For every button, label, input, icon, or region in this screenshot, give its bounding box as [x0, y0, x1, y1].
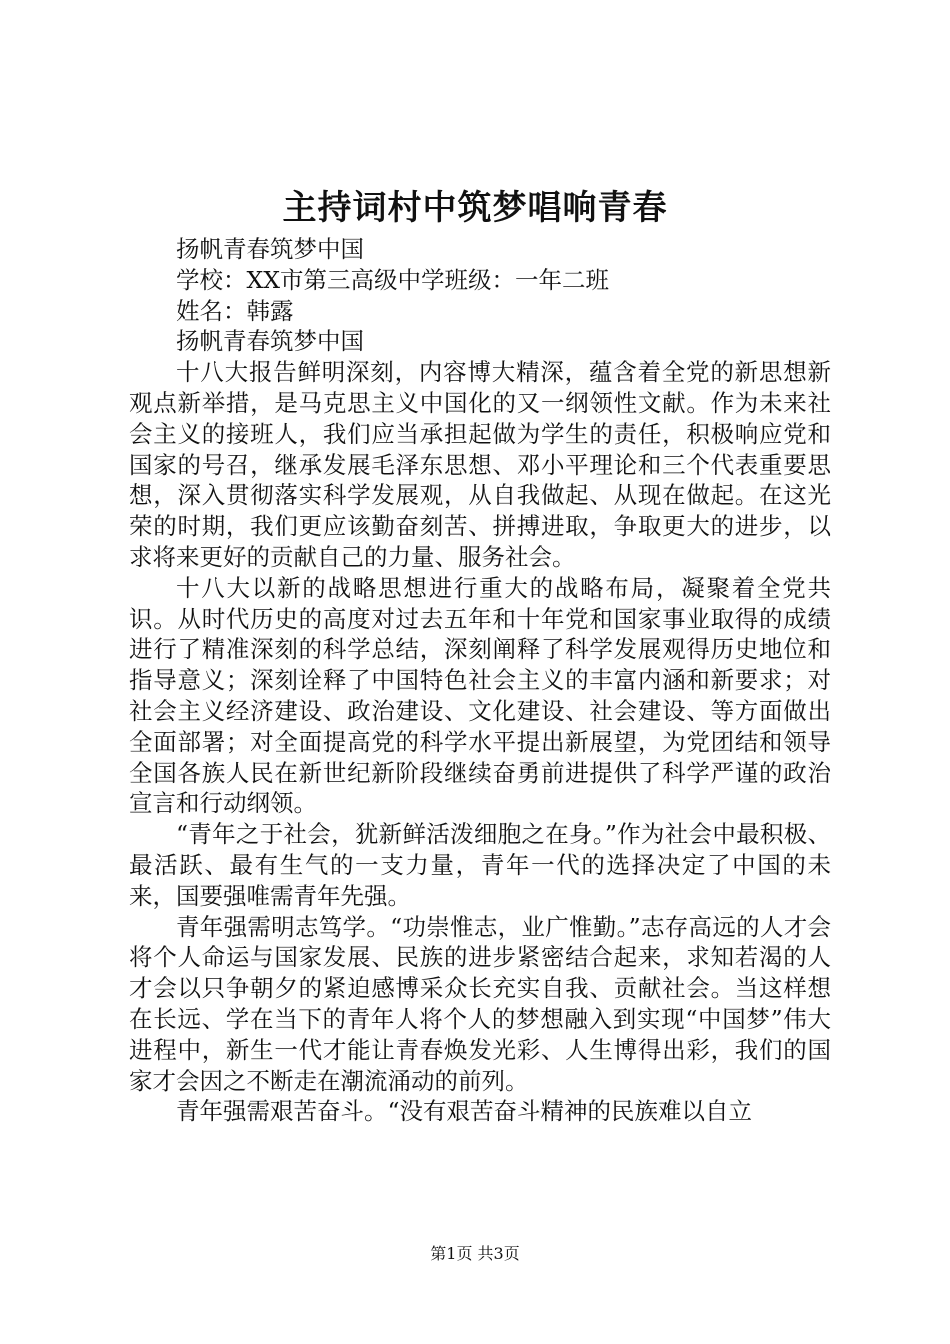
- paragraph-body: 十八大以新的战略思想进行重大的战略布局，凝聚着全党共识。从时代历史的高度对过去五年和十年党和国家事业取得的成绩进行了精准深刻的科学总结，深刻阐释了科学发展观得历史地位和指导意义；深刻诠释了中国特色社会主义的丰富内涵和新要求；对社会主义经济建设、政治建设、文化建设、社会建设、等方面做出全面部署；对全面提高党的科学水平提出新展望，为党团结和领导全国各族人民在新世纪新阶段继续奋勇前进提供了科学严谨的政治宣言和行动纲领。: [129, 573, 831, 818]
- paragraph-author-name: 姓名：韩露: [176, 296, 294, 325]
- paragraph-body: 青年强需明志笃学。“功崇惟志，业广惟勤。”志存高远的人才会将个人命运与国家发展、民族的进步紧密结合起来，求知若渴的人才会以只争朝夕的紧迫感博采众长充实自我、贡献社会。当这样想在长远、学在当下的青年人将个人的梦想融入到实现“中国梦”伟大进程中，新生一代才能让青春焕发光彩、人生博得出彩，我们的国家才会因之不断走在潮流涌动的前列。: [129, 912, 831, 1095]
- paragraph-subtitle-repeat: 扬帆青春筑梦中国: [176, 327, 364, 356]
- paragraph-subtitle: 扬帆青春筑梦中国: [176, 235, 364, 263]
- document-body: [129, 234, 831, 1127]
- paragraph-body: 青年强需艰苦奋斗。“没有艰苦奋斗精神的民族难以自立: [176, 1097, 753, 1126]
- document-title: 主持词村中筑梦唱响青春: [282, 188, 668, 228]
- paragraph-body: 十八大报告鲜明深刻，内容博大精深，蕴含着全党的新思想新观点新举措，是马克思主义中国化的又一纲领性文献。作为未来社会主义的接班人，我们应当承担起做为学生的责任，积极响应党和国家的号召，继承发展毛泽东思想、邓小平理论和三个代表重要思想，深入贯彻落实科学发展观，从自我做起、从现在做起。在这光荣的时期，我们更应该勤奋刻苦、拼搏进取，争取更大的进步，以求将来更好的贡献自己的力量、服务社会。: [129, 358, 831, 571]
- paragraph-school-class: 学校：XX市第三高级中学班级：一年二班: [176, 265, 609, 294]
- page-footer: 第1页 共3页: [430, 1244, 520, 1263]
- paragraph-body: “青年之于社会，犹新鲜活泼细胞之在身。”作为社会中最积极、最活跃、最有生气的一支力量，青年一代的选择决定了中国的未来，国要强唯需青年先强。: [129, 820, 831, 910]
